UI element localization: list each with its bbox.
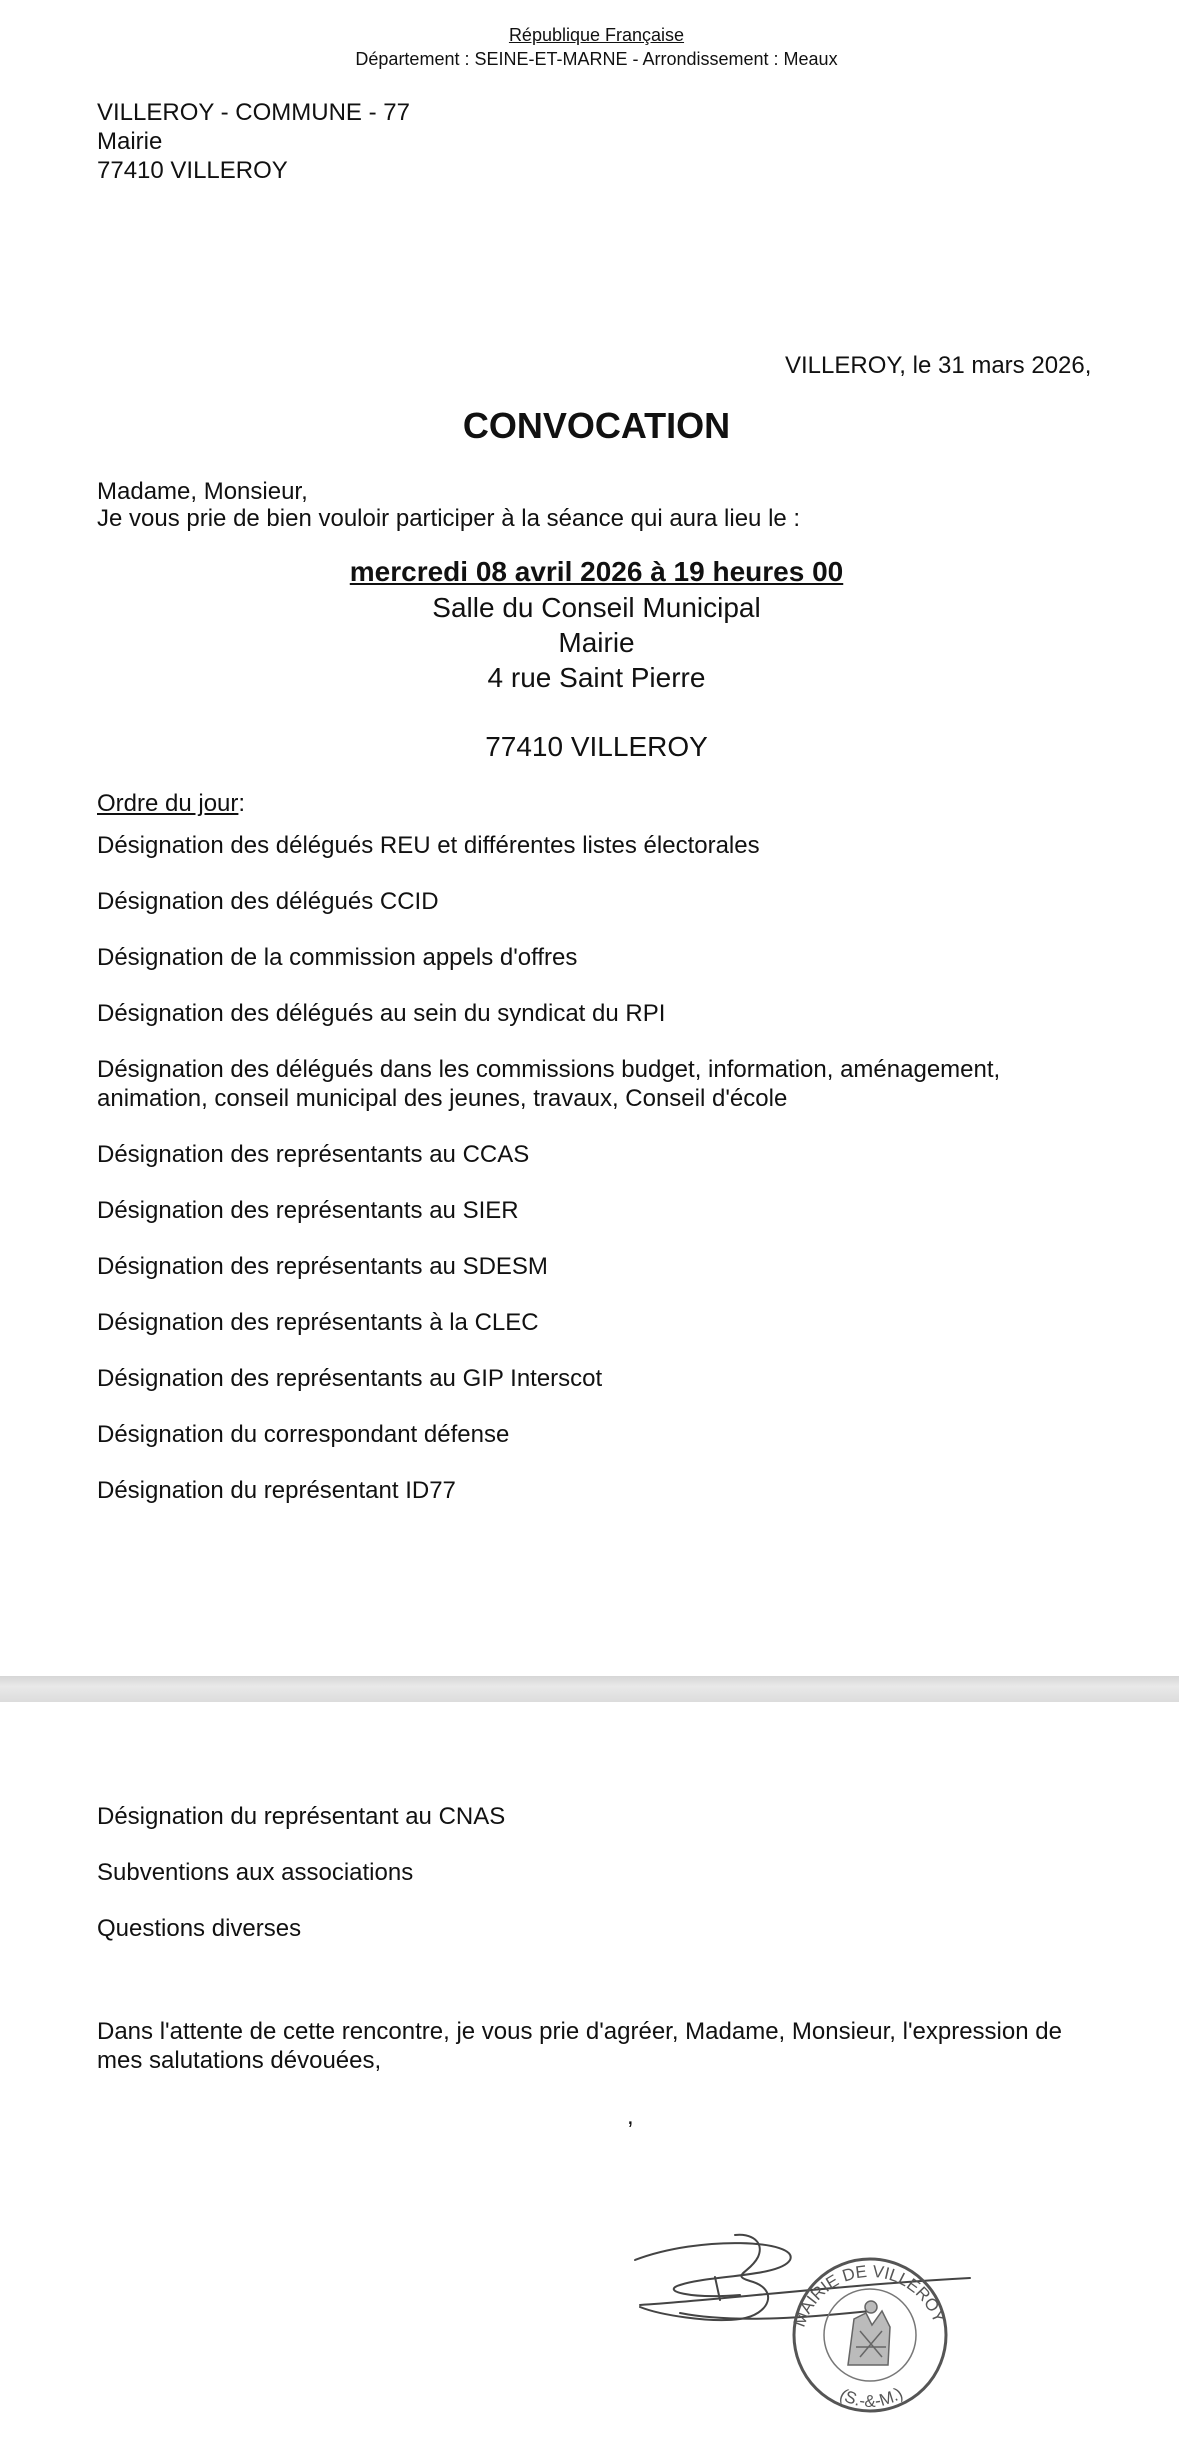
page-separator	[0, 1676, 1179, 1702]
signature-and-stamp	[620, 2215, 980, 2445]
agenda-item: Désignation du représentant ID77	[97, 1477, 456, 1504]
agenda-heading	[97, 790, 245, 818]
agenda-item: Désignation du représentant au CNAS	[97, 1803, 506, 1830]
stamp-emblem-icon	[848, 2301, 890, 2365]
agenda-item: Désignation des délégués au sein du syndicat du RPI	[97, 1000, 666, 1027]
meeting-city: 77410 VILLEROY	[485, 731, 708, 762]
republic-header: République Française	[508, 25, 685, 45]
stamp-text-bottom: (S.-&-M.)	[836, 2383, 907, 2411]
stamp-text-top: MAIRIE DE VILLEROY	[789, 2261, 949, 2330]
mairie-stamp	[790, 2259, 949, 2411]
department-header: Département : SEINE-ET-MARNE - Arrondissement : Meaux	[355, 49, 838, 69]
document-title: CONVOCATION	[462, 405, 731, 446]
meeting-building: Mairie	[558, 627, 635, 658]
agenda-item: Désignation des délégués CCID	[97, 888, 439, 915]
agenda-item: Désignation des représentants au CCAS	[97, 1141, 530, 1168]
agenda-item: Désignation des représentants à la CLEC	[97, 1309, 539, 1336]
agenda-item: Désignation des représentants au GIP Interscot	[97, 1365, 603, 1392]
intro-text: Je vous prie de bien vouloir participer à la séance qui aura lieu le :	[97, 505, 801, 532]
closing-formula: Dans l'attente de cette rencontre, je vous prie d'agréer, Madame, Monsieur, l'expression de mes salutations dévouées,	[97, 2018, 1062, 2074]
agenda-item: Désignation du correspondant défense	[97, 1421, 510, 1448]
agenda-list-page-1	[97, 831, 1097, 1532]
agenda-list-page-2	[97, 1802, 505, 1970]
agenda-item: Subventions aux associations	[97, 1859, 414, 1886]
meeting-room: Salle du Conseil Municipal	[432, 592, 761, 623]
sender-line: 77410 VILLEROY	[97, 157, 288, 184]
agenda-heading-colon: :	[238, 790, 246, 817]
agenda-item: Désignation des représentants au SIER	[97, 1197, 519, 1224]
agenda-item: Questions diverses	[97, 1915, 302, 1942]
salutation: Madame, Monsieur,	[97, 478, 308, 505]
agenda-heading-label: Ordre du jour	[97, 790, 239, 817]
sender-line: VILLEROY - COMMUNE - 77	[97, 99, 410, 126]
agenda-item: Désignation de la commission appels d'offres	[97, 944, 578, 971]
meeting-datetime: mercredi 08 avril 2026 à 19 heures 00	[349, 556, 844, 587]
date-line: VILLEROY, le 31 mars 2026,	[785, 352, 1092, 379]
agenda-item: Désignation des représentants au SDESM	[97, 1253, 548, 1280]
agenda-item: Désignation des délégués dans les commissions budget, information, aménagement, animation, conseil municipal des jeunes, travaux, Conseil d'école	[97, 1056, 1001, 1112]
meeting-street: 4 rue Saint Pierre	[487, 662, 706, 693]
sender-address	[97, 98, 410, 185]
greeting	[97, 478, 800, 532]
agenda-item: Désignation des délégués REU et différentes listes électorales	[97, 832, 760, 859]
signature-comma: ,	[627, 2103, 634, 2130]
sender-line: Mairie	[97, 128, 163, 155]
